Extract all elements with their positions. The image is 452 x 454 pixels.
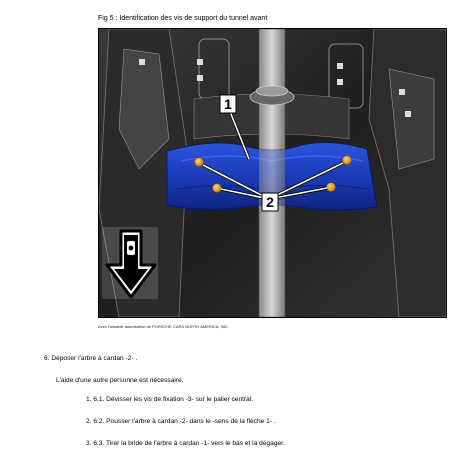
bolt-lower-left	[212, 183, 221, 192]
figure-caption: Fig 5 : Identification des vis de support du tunnel avant	[98, 15, 268, 22]
bolt-upper-right	[342, 155, 351, 164]
bolt-upper-left	[194, 157, 203, 166]
bolt-lower-right	[326, 182, 335, 191]
instruction-substep: 2. 6.2. Pousser l'arbre à cardan -2- dans le -sens de la flèche 1- .	[86, 418, 276, 425]
instruction-substep: 3. 6.3. Tirer la bride de l'arbre à cardan -1- vers le bas et la dégager.	[86, 440, 285, 447]
image-credit: Avec l'aimable autorisation de PORSCHE CARS NORTH AMERICA, INC.	[98, 324, 229, 329]
instruction-note: L'aide d'une autre personne est nécessaire.	[56, 377, 184, 384]
direction-arrow-icon	[102, 227, 158, 299]
tunnel-support-figure	[98, 28, 447, 318]
callout-label-2: 2	[266, 194, 274, 210]
underbody-illustration	[99, 29, 446, 317]
instruction-substep: 1. 6.1. Dévisser les vis de fixation -3- sur le palier central.	[86, 396, 254, 403]
instruction-main-step: 6. Déposer l'arbre à cardan -2- .	[44, 355, 138, 362]
callout-label-1: 1	[224, 96, 232, 112]
